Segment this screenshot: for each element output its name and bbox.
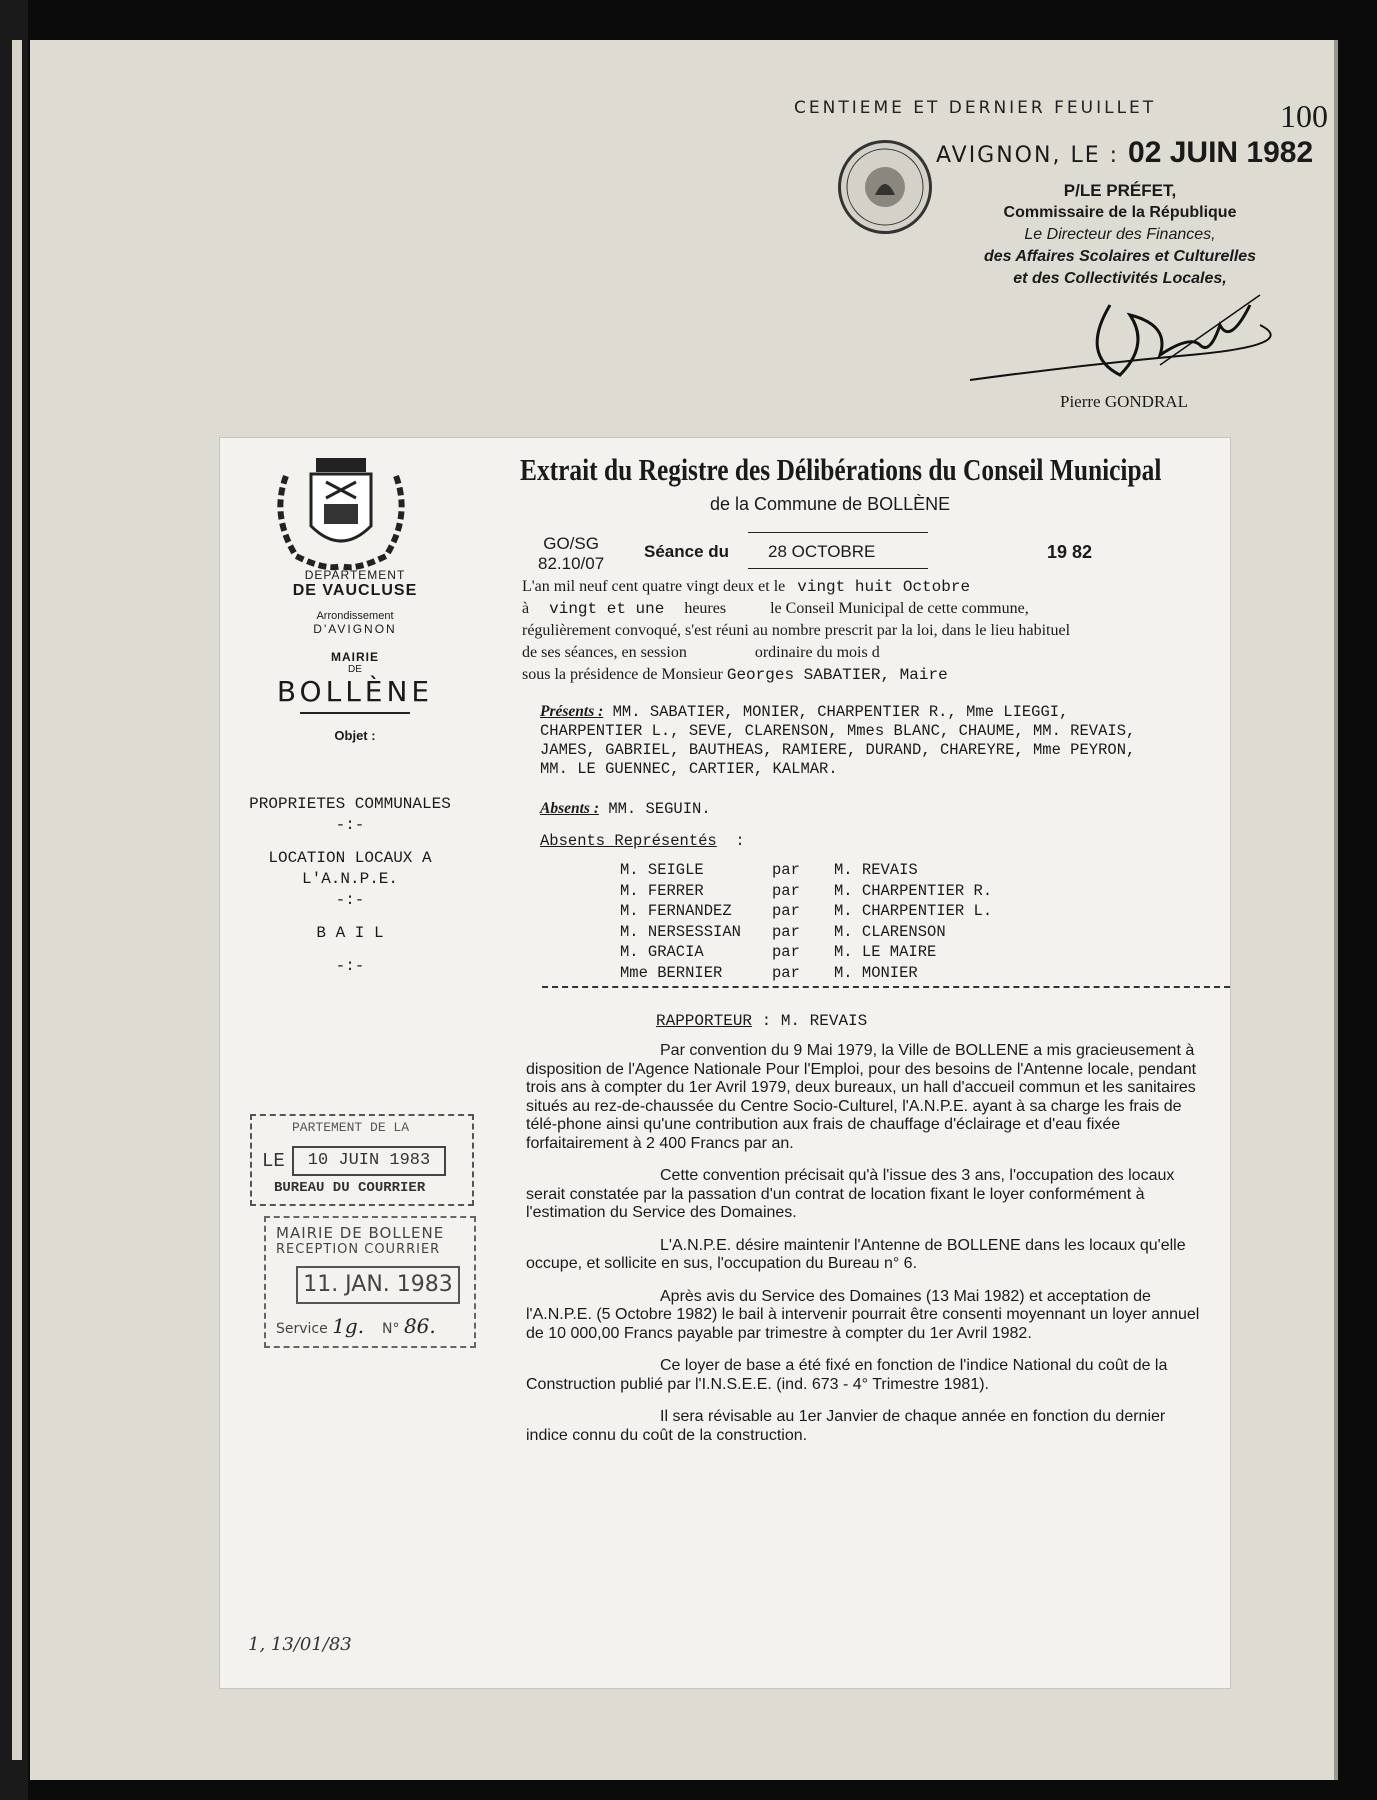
section-divider	[542, 986, 1230, 988]
stamp2-service-label: Service	[276, 1321, 328, 1337]
stamp2-date: 11. JAN. 1983	[296, 1266, 460, 1304]
page-edge	[1334, 40, 1338, 1780]
preamble	[522, 576, 1222, 686]
coat-of-arms-icon	[266, 456, 416, 576]
arr-label: Arrondissement	[316, 610, 394, 622]
proxy-par: par	[772, 881, 800, 900]
rapporteur-label: RAPPORTEUR	[656, 1012, 753, 1030]
presents-text-1: MM. SABATIER, MONIER, CHARPENTIER R., Mme LIEGGI,	[612, 703, 1069, 721]
paragraph	[526, 1408, 1206, 1445]
document-title: Extrait du Registre des Délibérations du Conseil Municipal	[520, 452, 1162, 487]
town-name: BOLLÈNE	[276, 675, 434, 708]
stamp1-date: 10 JUIN 1983	[292, 1146, 446, 1176]
stamp2-number	[382, 1314, 436, 1338]
proxy-member: M. NERSESSIAN	[620, 922, 741, 941]
preamble-2d: le Conseil Municipal de cette commune,	[770, 600, 1029, 617]
stamp2-no-label: N°	[382, 1321, 400, 1337]
ref-line-1: GO/SG	[543, 534, 599, 553]
objet-label: Objet :	[334, 728, 376, 743]
rapporteur-line	[656, 1012, 867, 1030]
proxy-member: M. SEIGLE	[620, 861, 704, 879]
paragraph-4: Après avis du Service des Domaines (13 Mai 1982) et acceptation de l'A.N.P.E. (5 Octobre 1982) le bail à intervenir pourrait être consenti moyennant un loyer annuel de 10 000,00 Francs payable par trimestre à compter du 1er Avril 1982.	[526, 1287, 1200, 1342]
preamble-line-2	[522, 598, 1222, 620]
list-item	[620, 942, 992, 963]
preamble-1b: et le	[758, 578, 786, 595]
presents-line-3: JAMES, GABRIEL, BAUTHEAS, RAMIERE, DURAND, CHAREYRE, Mme PEYRON,	[540, 741, 1136, 759]
proxy-member: M. GRACIA	[620, 943, 704, 961]
deliberation-extract	[220, 438, 1230, 1688]
preamble-line-4	[522, 642, 1222, 664]
paragraph-2: Cette convention précisait qu'à l'issue des 3 ans, l'occupation des locaux serait constatée par la passation d'un contrat de location fixant le loyer conformément à l'estimation du Service des Domaines.	[526, 1167, 1175, 1221]
paragraph	[526, 1237, 1206, 1274]
proxy-par: par	[772, 902, 800, 920]
presents-label: Présents :	[540, 703, 604, 720]
objet-sep-2: -:-	[335, 891, 365, 909]
proxy-rep: M. CHARPENTIER L.	[834, 902, 993, 920]
preamble-2a: à	[522, 600, 530, 617]
prefecture-seal	[838, 140, 932, 234]
preamble-2c: heures	[684, 600, 727, 617]
dept-name: DE VAUCLUSE	[292, 582, 418, 599]
paragraph-3: L'A.N.P.E. désire maintenir l'Antenne de BOLLENE dans les locaux qu'elle occupe, et sollicite en sus, l'occupation du Bureau n° 6.	[526, 1236, 1186, 1272]
absents-represented-heading	[540, 832, 745, 850]
objet-line-3: B A I L	[316, 924, 384, 942]
absents-text: MM. SEGUIN.	[608, 800, 711, 818]
seance-year: 19 82	[1047, 542, 1093, 562]
town-rule	[300, 712, 410, 714]
paragraph	[526, 1288, 1206, 1344]
issuer-block	[250, 568, 460, 743]
prefet-line-5: et des Collectivités Locales,	[1013, 270, 1227, 287]
paragraph	[526, 1167, 1206, 1223]
stamp2-no-value: 86.	[403, 1314, 436, 1338]
proxy-rep: M. LE MAIRE	[834, 943, 937, 961]
proxy-rep: M. CLARENSON	[834, 922, 946, 941]
city-prefix: AVIGNON, LE :	[936, 143, 1120, 168]
prefet-line-2: Commissaire de la République	[1003, 204, 1237, 221]
preamble-4a: de ses séances, en session	[522, 644, 687, 661]
archive-page	[30, 40, 1338, 1780]
proxy-par: par	[772, 922, 800, 941]
signature-icon	[960, 285, 1280, 395]
proxy-par: par	[772, 861, 800, 879]
presents-line-2: CHARPENTIER L., SEVE, CLARENSON, Mmes BLANC, CHAUME, MM. REVAIS,	[540, 722, 1136, 740]
preamble-2b: vingt et une	[549, 600, 665, 618]
objet-block	[230, 794, 470, 977]
preamble-1c: vingt huit Octobre	[797, 578, 971, 596]
list-item	[620, 881, 992, 902]
proxy-par: par	[772, 963, 800, 982]
preamble-5b: Georges SABATIER, Maire	[726, 666, 948, 684]
binding-edge	[12, 40, 22, 1760]
proxy-rep: M. REVAIS	[834, 861, 918, 879]
objet-line-2a: LOCATION LOCAUX A	[268, 849, 432, 867]
proxy-member: Mme BERNIER	[620, 963, 723, 982]
handwritten-title: CENTIEME ET DERNIER FEUILLET	[794, 98, 1157, 118]
seance-label: Séance du	[644, 542, 730, 561]
list-item	[620, 922, 992, 943]
list-item	[620, 860, 992, 881]
absents-line	[540, 800, 711, 818]
proxy-member: M. FERRER	[620, 881, 704, 900]
stamp1-top: PARTEMENT DE LA	[292, 1120, 410, 1135]
prefet-line-1: P/LE PRÉFET,	[1063, 181, 1177, 200]
report-body	[526, 1042, 1206, 1459]
paragraph	[526, 1042, 1206, 1153]
stamp2-line-1: MAIRIE DE BOLLENE	[276, 1224, 445, 1242]
prefet-line-3: Le Directeur des Finances,	[1024, 226, 1216, 243]
list-item	[620, 963, 992, 984]
proxy-member: M. FERNANDEZ	[620, 902, 732, 920]
mairie-de: DE	[348, 664, 362, 675]
binding-strip	[0, 0, 28, 1800]
stamp2-service-value: 1g.	[332, 1314, 365, 1338]
objet-line-1: PROPRIETES COMMUNALES	[249, 795, 451, 813]
absents-rep-label: Absents Représentés	[540, 832, 717, 850]
list-item	[620, 901, 992, 922]
preamble-1a: L'an mil neuf cent quatre vingt deux	[522, 578, 755, 595]
reference-code	[538, 534, 604, 574]
prefecture-reception-stamp	[250, 1114, 474, 1206]
paragraph-6: Il sera révisable au 1er Janvier de chaque année en fonction du dernier indice connu du coût de la construction.	[526, 1408, 1166, 1444]
mairie-label: MAIRIE	[331, 650, 379, 664]
paragraph	[526, 1357, 1206, 1394]
preamble-line-1	[522, 576, 1222, 598]
prefet-block	[960, 180, 1280, 290]
handwritten-note: 1, 13/01/83	[248, 1634, 352, 1655]
paragraph-5: Ce loyer de base a été fixé en fonction de l'indice National du coût de la Construction publié par l'I.N.S.E.E. (ind. 673 - 4° Trimestre 1981).	[526, 1357, 1168, 1393]
presents-line-1	[540, 702, 1220, 722]
stamp1-le: LE	[262, 1150, 285, 1172]
presents-block	[540, 702, 1220, 779]
signer-name: Pierre GONDRAL	[1060, 392, 1188, 411]
absents-rep-colon: :	[735, 832, 745, 850]
folio-number: 100	[1280, 98, 1328, 134]
mairie-reception-stamp	[264, 1216, 476, 1348]
objet-sep-3: -:-	[335, 957, 365, 975]
document-subtitle: de la Commune de BOLLÈNE	[710, 494, 951, 514]
prefet-line-4: des Affaires Scolaires et Culturelles	[983, 248, 1257, 265]
dispatch-date: 02 JUIN 1982	[1128, 136, 1314, 169]
absents-label: Absents :	[540, 800, 599, 817]
ref-line-2: 82.10/07	[538, 554, 605, 573]
stamp2-line-2: RECEPTION COURRIER	[276, 1242, 441, 1257]
preamble-4b: ordinaire du mois d	[754, 644, 880, 661]
preamble-line-3: régulièrement convoqué, s'est réuni au nombre prescrit par la loi, dans le lieu habituel	[522, 622, 1071, 639]
paragraph-1: Par convention du 9 Mai 1979, la Ville de BOLLENE a mis gracieusement à disposition de l'Agence Nationale Pour l'Emploi, pour des besoins de l'Antenne locale, pendant trois ans à compter du 1er Avril 1979, deux bureaux, un hall d'accueil commun et les sanitaires situés au rez-de-chaussée du Centre Socio-Culturel, l'A.N.P.E. ayant à sa charge les frais de télé-phone ainsi qu'une contribution aux frais de chauffage d'éclairage et d'eau fixée forfaitairement à 2 400 Francs par an.	[526, 1042, 1197, 1152]
stamp1-bottom: BUREAU DU COURRIER	[274, 1180, 426, 1196]
presents-line-4: MM. LE GUENNEC, CARTIER, KALMAR.	[540, 760, 838, 778]
preamble-5a: sous la présidence de Monsieur	[522, 666, 723, 683]
proxy-par: par	[772, 943, 800, 961]
objet-sep-1: -:-	[335, 816, 365, 834]
proxy-list	[620, 860, 992, 983]
seance-date: 28 OCTOBRE	[768, 542, 876, 561]
objet-line-2b: L'A.N.P.E.	[301, 870, 398, 888]
proxy-rep: M. MONIER	[834, 963, 918, 982]
rapporteur-name: : M. REVAIS	[761, 1012, 868, 1030]
seal-ring-icon	[841, 143, 929, 231]
city-date-line	[936, 136, 1313, 170]
dept-label: DEPARTEMENT	[304, 568, 406, 582]
arr-name: D'AVIGNON	[313, 622, 397, 636]
stamp2-service	[276, 1314, 364, 1338]
preamble-line-5	[522, 664, 1222, 686]
proxy-rep: M. CHARPENTIER R.	[834, 881, 993, 900]
